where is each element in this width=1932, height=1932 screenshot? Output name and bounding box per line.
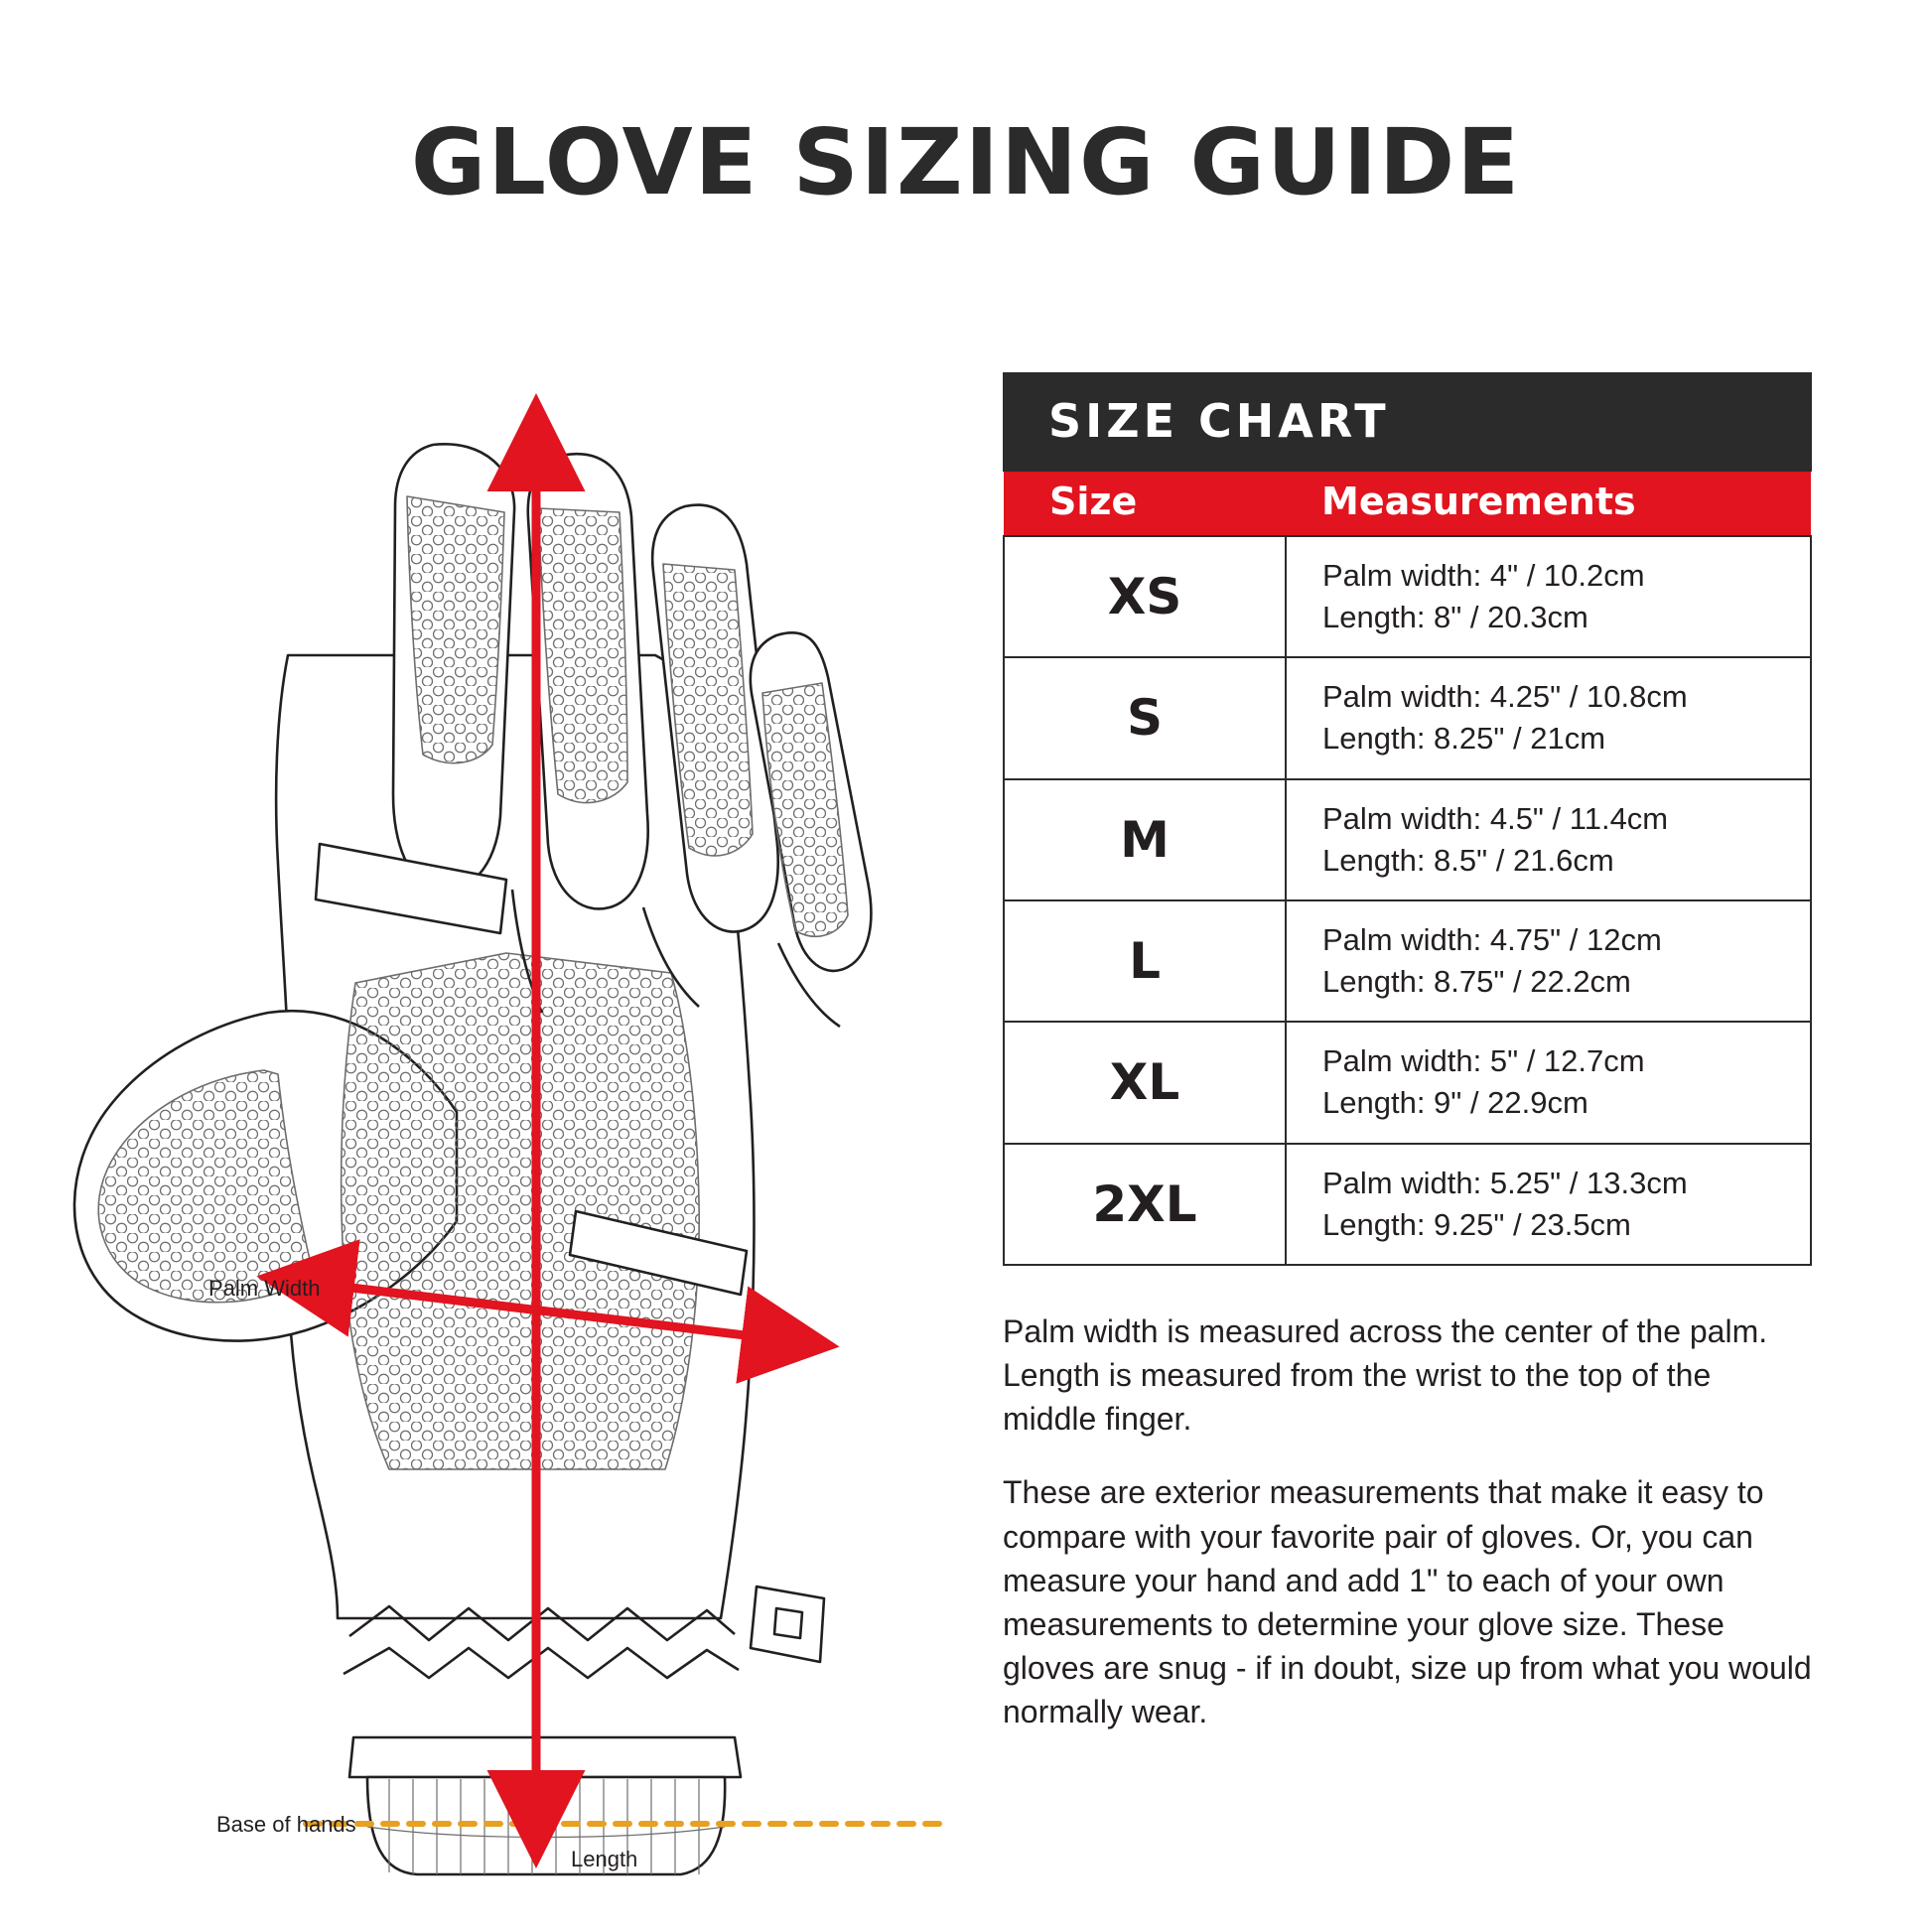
palm-width-value: Palm width: 5" / 12.7cm [1322,1043,1645,1079]
length-value: Length: 9" / 22.9cm [1322,1085,1588,1121]
table-row [1004,657,1811,778]
cell-measurements [1286,657,1811,778]
cell-measurements [1286,900,1811,1022]
cell-measurements [1286,1144,1811,1265]
length-value: Length: 8.25" / 21cm [1322,721,1606,757]
table-row [1004,536,1811,657]
cell-measurements [1286,779,1811,900]
glove-outline-group [74,444,871,1874]
cell-size: XL [1004,1022,1286,1143]
length-value: Length: 9.25" / 23.5cm [1322,1206,1631,1242]
palm-width-value: Palm width: 4.75" / 12cm [1322,921,1662,957]
table-row [1004,779,1811,900]
cell-size: S [1004,657,1286,778]
palm-width-value: Palm width: 4.25" / 10.8cm [1322,679,1688,715]
label-base-of-hands: Base of hands [216,1812,356,1837]
measurement-notes [1003,1310,1812,1733]
note-paragraph-2: These are exterior measurements that make it easy to compare with your favorite pair of gloves. Or, you can measure your hand and add 1" to each of your own measurements to determine your glove size. These gloves are snug - if in doubt, size up from what you would normally wear. [1003,1474,1812,1730]
cell-measurements [1286,536,1811,657]
length-value: Length: 8.5" / 21.6cm [1322,842,1614,878]
label-palm-width: Palm Width [208,1276,321,1301]
cell-size: M [1004,779,1286,900]
cell-measurements [1286,1022,1811,1143]
cell-size: 2XL [1004,1144,1286,1265]
column-header-size: Size [1004,472,1286,536]
length-value: Length: 8.75" / 22.2cm [1322,964,1631,1000]
palm-width-value: Palm width: 5.25" / 13.3cm [1322,1165,1688,1200]
page-title: GLOVE SIZING GUIDE [410,109,1522,215]
length-value: Length: 8" / 20.3cm [1322,600,1588,635]
cell-size: XS [1004,536,1286,657]
size-chart-header: SIZE CHART [1003,372,1812,472]
note-paragraph-1: Palm width is measured across the center of the palm. Length is measured from the wrist to the top of the middle finger. [1003,1312,1768,1438]
glove-diagram [40,328,963,1876]
label-length: Length [571,1847,638,1871]
column-header-measurements: Measurements [1286,472,1811,536]
table-header-row [1004,472,1811,536]
table-row [1004,900,1811,1022]
table-row [1004,1144,1811,1265]
palm-width-value: Palm width: 4" / 10.2cm [1322,558,1645,593]
palm-width-value: Palm width: 4.5" / 11.4cm [1322,800,1669,836]
size-chart-panel [1003,372,1812,1733]
table-row [1004,1022,1811,1143]
cell-size: L [1004,900,1286,1022]
size-chart-table [1003,472,1812,1266]
